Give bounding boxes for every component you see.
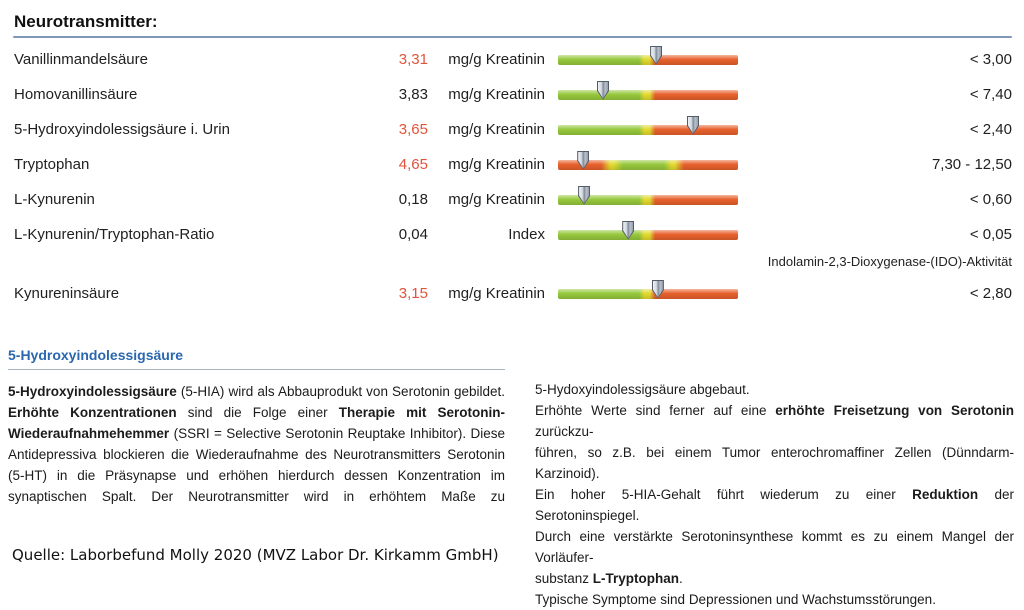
reference-range-bar — [558, 90, 738, 100]
explanation-left-column — [8, 347, 505, 610]
result-unit: mg/g Kreatinin — [448, 191, 545, 208]
explanation-right-column — [535, 347, 1014, 610]
reference-range-bar — [558, 230, 738, 240]
reference-range: < 0,60 — [969, 191, 1012, 208]
reference-bar-wrap — [558, 55, 738, 65]
result-value: 3,65 — [398, 121, 428, 138]
text-line: (5-HT) in die Präsynapse und erhöhen hierdurch dessen Konzentration im — [8, 468, 505, 483]
result-marker-icon — [597, 81, 609, 100]
result-marker-icon — [650, 46, 662, 65]
result-value: 0,04 — [398, 226, 428, 243]
result-value: 4,65 — [398, 156, 428, 173]
text-line: Antidepressiva blockieren die Wiederaufnahme des Neurotransmitters Serotonin — [8, 447, 505, 462]
reference-range: < 7,40 — [969, 86, 1012, 103]
result-row — [0, 217, 1024, 252]
reference-range-bar — [558, 160, 738, 170]
reference-bar-wrap — [558, 289, 738, 299]
text-line: Durch eine verstärkte Serotoninsynthese kommt es zu einem Mangel der Vorläufer- — [535, 529, 1014, 565]
reference-range-bar — [558, 195, 738, 205]
result-unit: Index — [508, 226, 545, 243]
reference-bar-wrap — [558, 195, 738, 205]
result-value: 3,83 — [398, 86, 428, 103]
title-divider — [13, 36, 1012, 38]
result-unit: mg/g Kreatinin — [448, 121, 545, 138]
text-line: synaptischen Spalt. Der Neurotransmitter wird in erhöhtem Maße zu — [8, 489, 505, 504]
reference-range: < 2,80 — [969, 285, 1012, 302]
result-row — [0, 276, 1024, 311]
result-row — [0, 77, 1024, 112]
text-line: Erhöhte Konzentrationen sind die Folge einer Therapie mit Serotonin- — [8, 405, 506, 420]
result-marker-icon — [652, 280, 664, 299]
analyte-name: L-Kynurenin/Tryptophan-Ratio — [14, 226, 215, 243]
reference-range-bar — [558, 289, 738, 299]
result-unit: mg/g Kreatinin — [448, 285, 545, 302]
result-unit: mg/g Kreatinin — [448, 156, 545, 173]
reference-bar-wrap — [558, 230, 738, 240]
explanation-right-text — [535, 379, 1014, 610]
text-line: führen, so z.B. bei einem Tumor enterochromaffiner Zellen (Dünndarm-Karzinoid). — [535, 445, 1014, 481]
analyte-name: 5-Hydroxyindolessigsäure i. Urin — [14, 121, 230, 138]
reference-range: 7,30 - 12,50 — [931, 156, 1012, 173]
analyte-name: Vanillinmandelsäure — [14, 51, 148, 68]
reference-bar-wrap — [558, 90, 738, 100]
analyte-name: Tryptophan — [14, 156, 90, 173]
text-line: substanz L-Tryptophan. — [535, 571, 683, 586]
result-value: 0,18 — [398, 191, 428, 208]
result-value: 3,15 — [398, 285, 428, 302]
reference-bar-wrap — [558, 125, 738, 135]
explanation-section — [8, 347, 1014, 610]
result-unit: mg/g Kreatinin — [448, 86, 545, 103]
analyte-name: L-Kynurenin — [14, 191, 95, 208]
text-line: Erhöhte Werte sind ferner auf eine erhöhte Freisetzung von Serotonin zurückzu- — [535, 403, 1014, 439]
section-heading-divider — [8, 369, 505, 370]
result-marker-icon — [577, 151, 589, 170]
text-line: 5-Hydroxyindolessigsäure (5-HIA) wird als Abbauprodukt von Serotonin gebildet. — [8, 384, 505, 399]
text-line: Ein hoher 5-HIA-Gehalt führt wiederum zu einer Reduktion der Serotoninspiegel. — [535, 487, 1014, 523]
result-marker-icon — [578, 186, 590, 205]
result-row — [0, 112, 1024, 147]
result-unit: mg/g Kreatinin — [448, 51, 545, 68]
reference-range-bar — [558, 55, 738, 65]
result-marker-icon — [622, 221, 634, 240]
reference-range-bar — [558, 125, 738, 135]
page-title: Neurotransmitter: — [14, 12, 158, 31]
reference-bar-wrap — [558, 160, 738, 170]
result-row — [0, 182, 1024, 217]
text-line: Wiederaufnahmehemmer (SSRI = Selective Serotonin Reuptake Inhibitor). Diese — [8, 426, 505, 441]
text-line: Typische Symptome sind Depressionen und Wachstumsstörungen. — [535, 592, 936, 607]
analyte-name: Homovanillinsäure — [14, 86, 138, 103]
reference-range: < 3,00 — [969, 51, 1012, 68]
result-value: 3,31 — [398, 51, 428, 68]
explanation-left-text — [8, 381, 505, 507]
analyte-name: Kynureninsäure — [14, 285, 120, 302]
reference-range: < 0,05 — [969, 226, 1012, 243]
section-heading: 5-Hydroxyindolessigsäure — [8, 347, 184, 363]
result-row — [0, 147, 1024, 182]
source-caption: Quelle: Laborbefund Molly 2020 (MVZ Labor Dr. Kirkamm GmbH) — [12, 546, 499, 564]
results-table — [0, 42, 1024, 311]
text-line: 5-Hydoxyindolessigsäure abgebaut. — [535, 382, 750, 397]
reference-range: < 2,40 — [969, 121, 1012, 138]
result-marker-icon — [687, 116, 699, 135]
ido-activity-note: Indolamin-2,3-Dioxygenase-(IDO)-Aktivität — [767, 254, 1012, 269]
result-row — [0, 42, 1024, 77]
